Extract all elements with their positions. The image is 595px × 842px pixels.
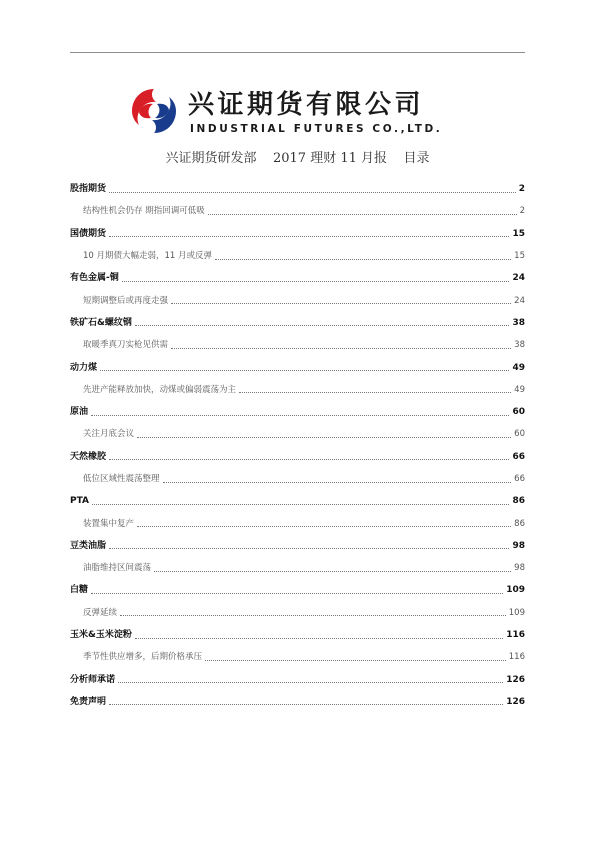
toc-section-entry[interactable] [70,691,525,713]
toc-dot-leader [100,370,509,371]
toc-dot-leader [91,593,503,594]
toc-dot-leader [171,348,511,349]
company-name-cn: 兴证期货有限公司 [188,90,425,120]
toc-dot-leader [122,281,510,282]
toc-page-number: 49 [514,384,525,395]
toc-subsection-entry[interactable] [70,289,525,311]
toc-dot-leader [137,437,511,438]
toc-page-number: 66 [514,474,525,484]
page-title: 兴证期货研发部 2017 理财 11 月报 目录 [165,151,430,166]
toc-dot-leader [163,482,512,483]
toc-subsection-entry[interactable] [70,602,525,624]
toc-section-entry[interactable] [70,535,525,557]
toc-page-number: 86 [514,518,525,529]
toc-entry-title: PTA [70,496,90,507]
toc-entry-title: 反弹延续 [83,607,118,618]
toc-subsection-entry[interactable] [70,512,525,534]
toc-page-number: 24 [512,273,525,284]
toc-dot-leader [109,236,509,237]
toc-dot-leader [135,325,510,326]
toc-subsection-entry[interactable] [70,557,525,579]
toc-entry-title: 天然橡胶 [70,451,107,462]
toc-entry-title: 股指期货 [70,184,107,195]
company-logo-icon [128,86,180,136]
toc-page-number: 2 [519,206,525,217]
toc-dot-leader [137,526,511,527]
toc-page-number: 49 [512,362,525,373]
toc-page-number: 38 [512,317,525,328]
toc-dot-leader [109,459,509,460]
toc-section-entry[interactable] [70,267,525,289]
toc-subsection-entry[interactable] [70,334,525,356]
toc-section-entry[interactable] [70,490,525,512]
toc-page-number: 15 [514,251,525,262]
toc-entry-title: 先进产能释放加快，动煤或偏弱震荡为主 [83,384,237,395]
toc-dot-leader [135,638,503,639]
toc-entry-title: 油脂维持区间震荡 [83,563,152,574]
toc-subsection-entry[interactable] [70,646,525,668]
toc-dot-leader [118,682,503,683]
toc-page-number: 109 [506,585,525,596]
toc-dot-leader [205,660,506,661]
toc-entry-title: 装置集中复产 [83,518,135,529]
toc-page-number: 24 [514,295,525,306]
toc-entry-title: 国债期货 [70,228,107,239]
toc-entry-title: 低位区域性震荡整理 [83,474,160,484]
header-rule [70,52,525,53]
toc-section-entry[interactable] [70,312,525,334]
toc-dot-leader [215,259,511,260]
toc-subsection-entry[interactable] [70,245,525,267]
toc-dot-leader [109,548,509,549]
toc-page-number: 109 [508,607,525,618]
toc-page-number: 126 [506,674,525,685]
toc-page-number: 2 [518,184,525,195]
toc-page-number: 126 [506,696,525,707]
toc-section-entry[interactable] [70,624,525,646]
toc-dot-leader [208,214,517,215]
toc-entry-title: 铁矿石&螺纹钢 [70,317,132,328]
toc-entry-title: 白糖 [70,585,89,596]
toc-section-entry[interactable] [70,579,525,601]
toc-subsection-entry[interactable] [70,379,525,401]
toc-section-entry[interactable] [70,669,525,691]
toc-entry-title: 取暖季真刀实枪见供需 [83,340,169,351]
toc-page-number: 15 [512,228,525,239]
toc-entry-title: 季节性供应增多，后期价格承压 [83,652,203,663]
toc-page-number: 86 [512,496,525,507]
toc-entry-title: 原油 [70,407,89,418]
toc-entry-title: 动力煤 [70,362,98,373]
toc-dot-leader [92,504,509,505]
table-of-contents [70,178,525,713]
toc-section-entry[interactable] [70,178,525,200]
toc-page-number: 116 [506,630,525,641]
toc-subsection-entry[interactable] [70,468,525,490]
toc-subsection-entry[interactable] [70,200,525,222]
toc-page-number: 98 [512,540,525,551]
toc-entry-title: 关注月底会议 [83,429,135,440]
company-name-en: INDUSTRIAL FUTURES CO.,LTD. [190,123,443,135]
toc-entry-title: 有色金属-铜 [70,273,119,284]
toc-entry-title: 豆类油脂 [70,540,107,551]
toc-entry-title: 结构性机会仍存 期指回调可低吸 [83,206,205,217]
toc-dot-leader [109,192,516,193]
toc-entry-title: 10 月期债大幅走弱，11 月或反弹 [83,251,213,262]
toc-dot-leader [109,704,503,705]
toc-page-number: 116 [508,652,525,663]
toc-section-entry[interactable] [70,356,525,378]
toc-dot-leader [91,415,509,416]
toc-page-number: 60 [514,429,525,440]
toc-entry-title: 短期调整后或再度走强 [83,295,169,306]
toc-dot-leader [171,303,511,304]
toc-page-number: 98 [514,563,525,574]
toc-subsection-entry[interactable] [70,423,525,445]
toc-page-number: 60 [512,407,525,418]
toc-section-entry[interactable] [70,401,525,423]
toc-page-number: 38 [514,340,525,351]
toc-entry-title: 玉米&玉米淀粉 [70,630,132,641]
company-logo [128,85,473,137]
toc-entry-title: 免责声明 [70,696,107,707]
toc-page-number: 66 [512,451,525,462]
toc-section-entry[interactable] [70,223,525,245]
toc-dot-leader [239,392,511,393]
toc-section-entry[interactable] [70,446,525,468]
toc-dot-leader [120,615,506,616]
toc-entry-title: 分析师承诺 [70,674,116,685]
toc-dot-leader [154,571,511,572]
